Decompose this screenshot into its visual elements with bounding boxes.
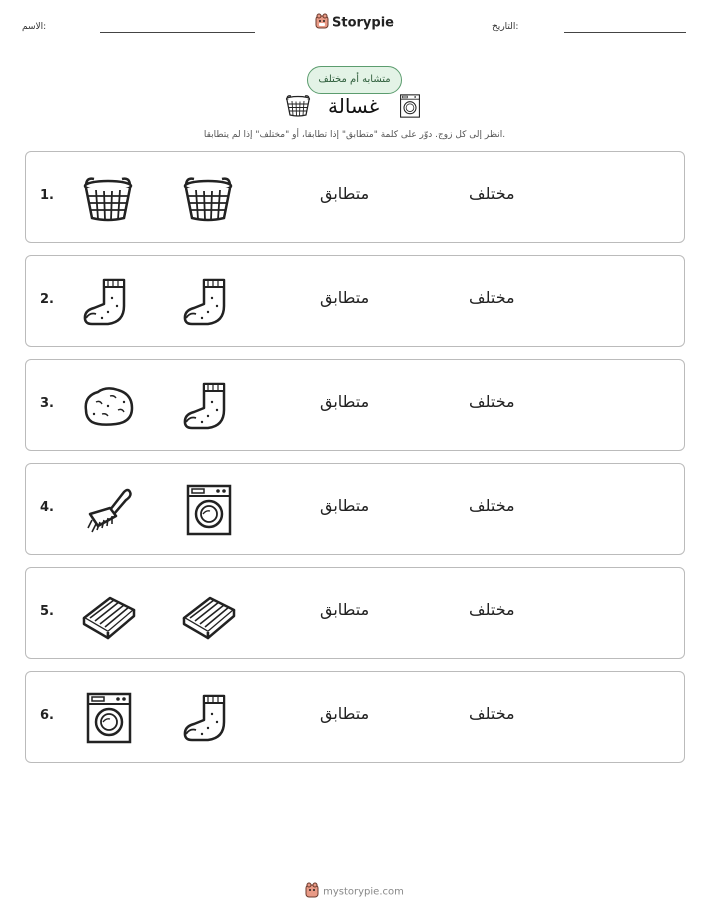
washing-machine-icon <box>398 92 422 124</box>
washing-machine-icon <box>80 692 136 744</box>
footer <box>0 882 709 901</box>
footer-site: mystorypie.com <box>323 886 404 898</box>
pair-row-1 <box>25 151 685 243</box>
sock-icon <box>180 380 236 432</box>
different-option[interactable]: مختلف <box>469 600 515 619</box>
title-row <box>284 92 424 122</box>
different-option[interactable]: مختلف <box>469 392 515 411</box>
different-option[interactable]: مختلف <box>469 184 515 203</box>
brand-name: Storypie <box>332 15 394 31</box>
pair-row-5 <box>25 567 685 659</box>
different-option[interactable]: مختلف <box>469 496 515 515</box>
pair-row-2 <box>25 255 685 347</box>
basket-icon <box>284 92 312 122</box>
towel-icon <box>80 588 136 640</box>
row-number: 5. <box>40 604 54 619</box>
category-badge: متشابه أم مختلف <box>307 66 402 94</box>
different-option[interactable]: مختلف <box>469 288 515 307</box>
basket-icon <box>80 172 136 224</box>
row-number: 1. <box>40 188 54 203</box>
different-option[interactable]: مختلف <box>469 704 515 723</box>
same-option[interactable]: متطابق <box>320 496 370 515</box>
washing-machine-icon <box>180 484 236 536</box>
stone-icon <box>80 380 136 432</box>
same-option[interactable]: متطابق <box>320 392 370 411</box>
row-number: 2. <box>40 292 54 307</box>
towel-icon <box>180 588 236 640</box>
storypie-footer-logo-icon <box>305 882 319 901</box>
sock-icon <box>80 276 136 328</box>
sock-icon <box>180 276 236 328</box>
worksheet-title: غسالة <box>328 94 380 118</box>
pair-row-3 <box>25 359 685 451</box>
basket-icon <box>180 172 236 224</box>
same-option[interactable]: متطابق <box>320 288 370 307</box>
same-option[interactable]: متطابق <box>320 704 370 723</box>
brand <box>0 13 709 33</box>
storypie-logo-icon <box>315 13 329 33</box>
pair-row-6 <box>25 671 685 763</box>
row-number: 4. <box>40 500 54 515</box>
date-label: التاريخ: <box>492 22 519 32</box>
sock-icon <box>180 692 236 744</box>
instructions: انظر إلى كل زوج. دوّر على كلمة "متطابق" إذا تطابقا، أو "مختلف" إذا لم يتطابقا. <box>203 130 506 140</box>
same-option[interactable]: متطابق <box>320 184 370 203</box>
row-number: 6. <box>40 708 54 723</box>
row-number: 3. <box>40 396 54 411</box>
brush-icon <box>80 484 136 536</box>
same-option[interactable]: متطابق <box>320 600 370 619</box>
pair-row-4 <box>25 463 685 555</box>
name-label: الاسم: <box>22 22 47 32</box>
